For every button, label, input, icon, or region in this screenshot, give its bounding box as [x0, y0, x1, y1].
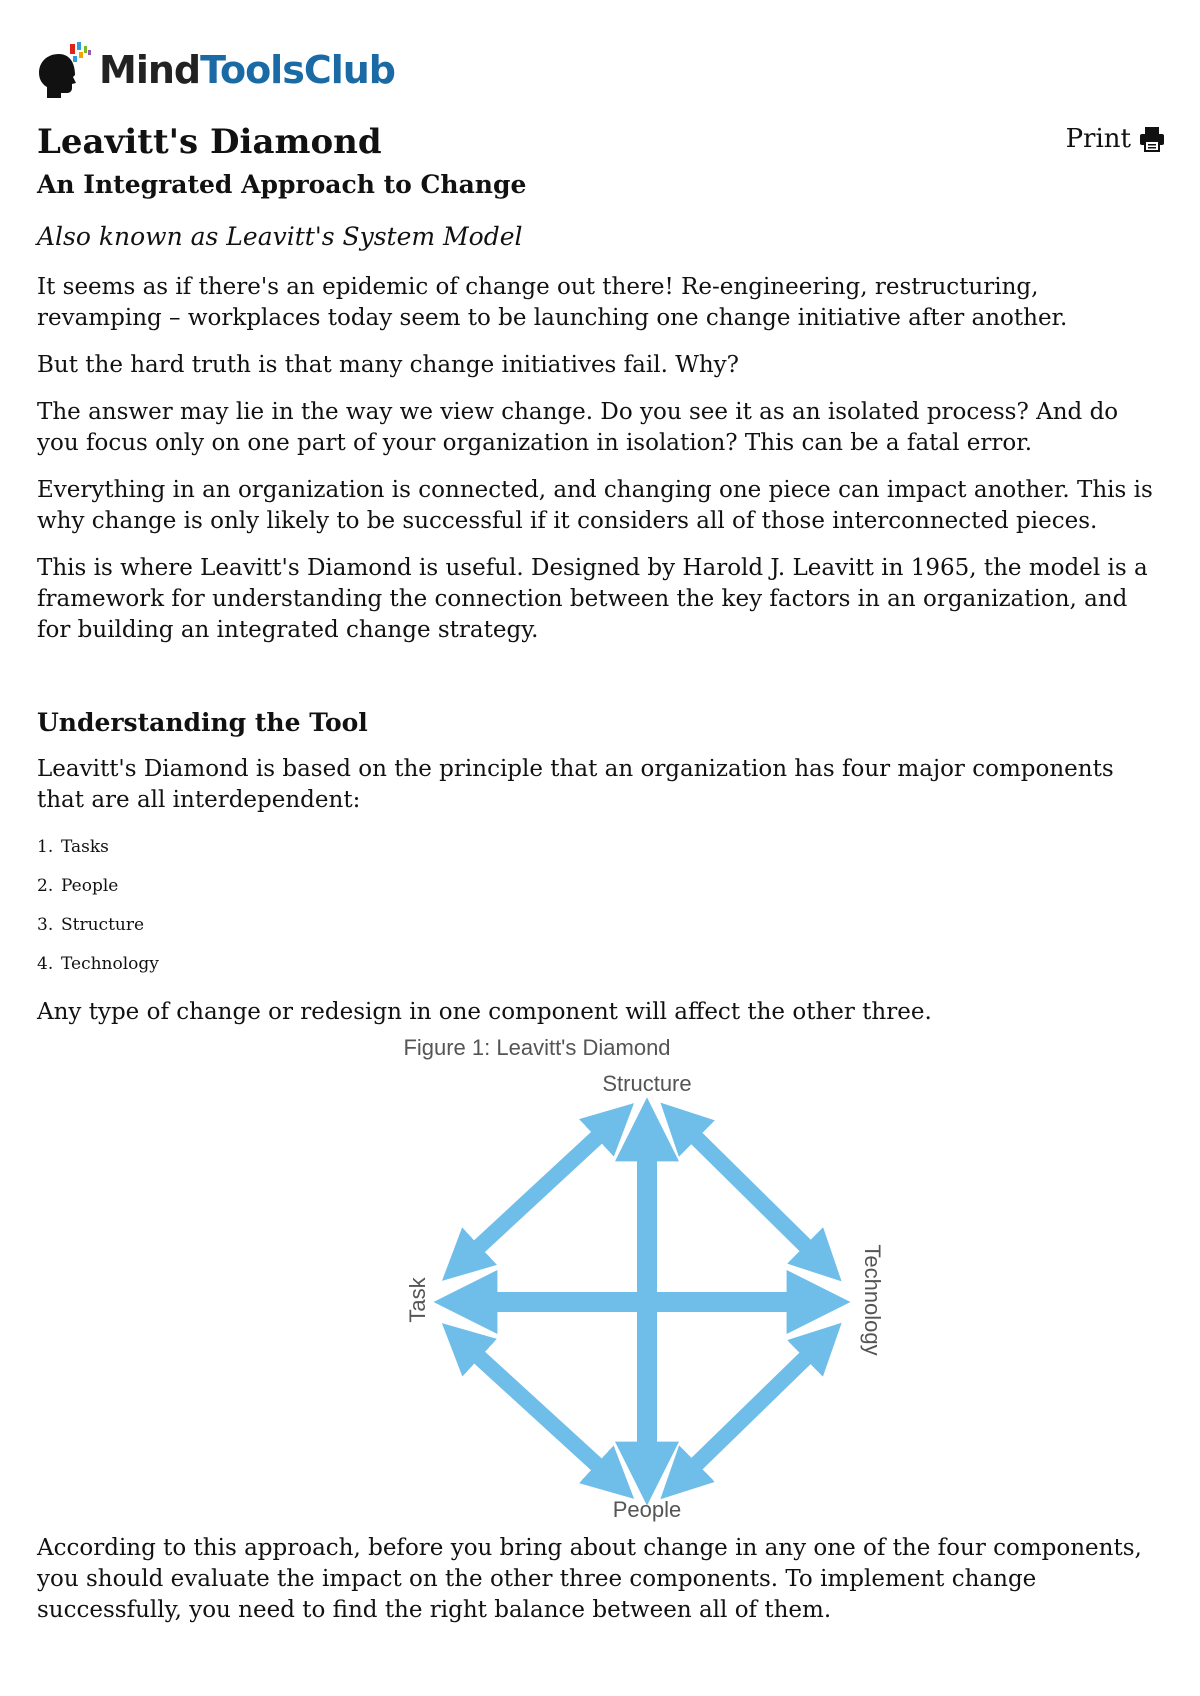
closing-paragraph: According to this approach, before you bring about change in any one of the four components, you should evaluate the impact on the other three components. To implement change successfully, you need to find the right balance between all of them.	[37, 1535, 1142, 1623]
print-button[interactable]	[1066, 124, 1165, 154]
label-task: Task	[405, 1277, 430, 1323]
printer-icon	[1139, 126, 1165, 152]
arrow-technology-people	[675, 1337, 827, 1485]
logo-club-text: Club	[303, 48, 395, 92]
arrow-structure-task	[457, 1117, 619, 1267]
label-people: People	[612, 1497, 682, 1522]
logo-tools-text: Tools	[200, 48, 304, 92]
list-text: Technology	[61, 954, 159, 974]
arrow-structure-technology	[675, 1117, 827, 1267]
list-item	[37, 953, 159, 992]
page-subtitle: An Integrated Approach to Change	[37, 170, 527, 199]
mindtools-club-logo[interactable]	[37, 40, 395, 100]
list-item	[37, 836, 159, 875]
components-list	[37, 836, 159, 992]
print-label: Print	[1065, 124, 1131, 154]
paragraph-5: This is where Leavitt's Diamond is useful. Designed by Harold J. Leavitt in 1965, the model is a framework for understanding the connection between the key factors in an organization, and for building an integrated change strategy.	[37, 555, 1148, 643]
list-item	[37, 875, 159, 914]
logo-mind-text: Mind	[99, 48, 201, 92]
leavitts-diamond-figure	[397, 1035, 897, 1525]
section-intro: Leavitt's Diamond is based on the principle that an organization has four major components that are all interdependent:	[37, 756, 1114, 813]
list-number: 4.	[37, 954, 54, 974]
diamond-diagram	[397, 1035, 897, 1525]
logo-wordmark	[99, 48, 395, 92]
label-technology: Technology	[860, 1244, 885, 1356]
page-title: Leavitt's Diamond	[37, 122, 382, 162]
section-heading: Understanding the Tool	[37, 708, 368, 737]
after-list-text: Any type of change or redesign in one component will affect the other three.	[37, 999, 932, 1025]
paragraph-4: Everything in an organization is connected, and changing one piece can impact another. This is why change is only likely to be successful if it considers all of those interconnected pieces.	[37, 477, 1153, 534]
paragraph-3: The answer may lie in the way we view change. Do you see it as an isolated process? And do you focus only on one part of your organization in isolation? This can be a fatal error.	[37, 399, 1119, 456]
figure-caption: Figure 1: Leavitt's Diamond	[403, 1035, 671, 1060]
paragraph-1: It seems as if there's an epidemic of change out there! Re-engineering, restructuring, revamping – workplaces today seem to be launching one change initiative after another.	[37, 274, 1068, 331]
list-item	[37, 914, 159, 953]
list-text: Tasks	[61, 837, 109, 857]
label-structure: Structure	[602, 1071, 692, 1096]
list-text: Structure	[61, 915, 145, 935]
list-number: 3.	[37, 915, 54, 935]
paragraph-2: But the hard truth is that many change initiatives fail. Why?	[37, 352, 740, 378]
list-number: 2.	[37, 876, 54, 896]
list-number: 1.	[37, 837, 54, 857]
head-logo-icon	[37, 40, 95, 100]
also-known-as: Also known as Leavitt's System Model	[37, 222, 523, 251]
list-text: People	[61, 876, 119, 896]
arrow-task-people	[457, 1337, 619, 1485]
